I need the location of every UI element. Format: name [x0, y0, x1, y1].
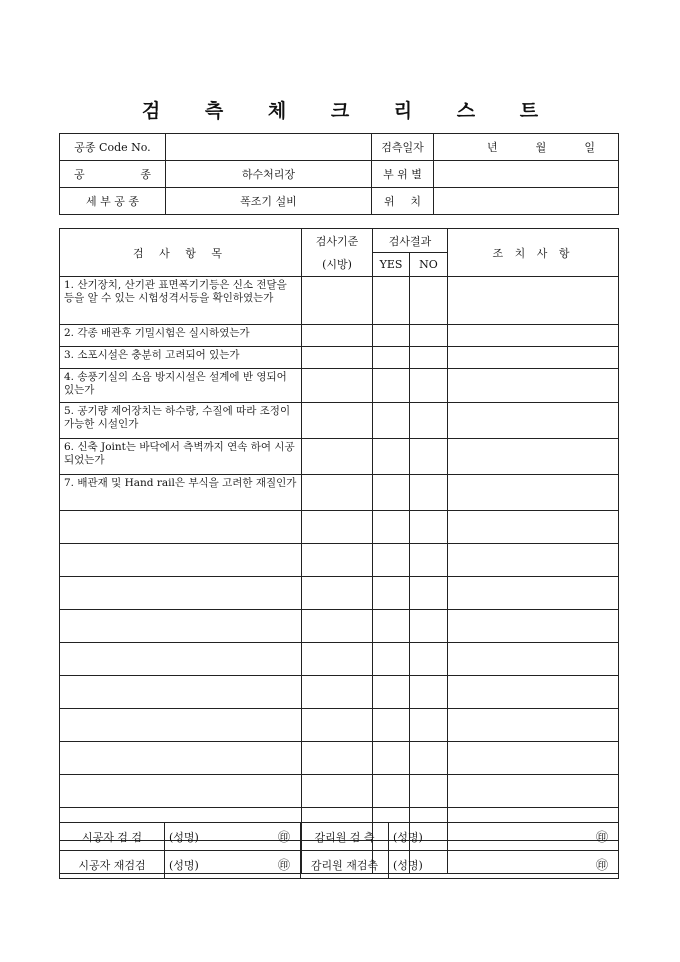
yes-cell[interactable] [373, 643, 410, 676]
checklist-table [59, 228, 619, 874]
no-cell[interactable] [410, 475, 448, 511]
detail-work-value: 폭조기 설비 [166, 188, 372, 215]
part-label: 부 위 별 [372, 161, 434, 188]
table-row [60, 369, 619, 403]
action-cell[interactable] [448, 643, 619, 676]
empty-row [60, 544, 619, 577]
yes-cell[interactable] [373, 511, 410, 544]
signature-row-1 [60, 823, 619, 851]
no-cell[interactable] [410, 439, 448, 475]
standard-cell[interactable] [302, 277, 373, 325]
no-cell[interactable] [410, 325, 448, 347]
location-label: 위 치 [372, 188, 434, 215]
item-cell[interactable] [60, 511, 302, 544]
empty-row [60, 709, 619, 742]
action-cell[interactable] [448, 775, 619, 808]
action-cell[interactable] [448, 511, 619, 544]
item-cell[interactable] [60, 544, 302, 577]
action-cell[interactable] [448, 475, 619, 511]
yes-cell[interactable] [373, 277, 410, 325]
action-cell[interactable] [448, 325, 619, 347]
item-cell[interactable] [60, 610, 302, 643]
supervisor-inspection-name-label: (성명) [389, 823, 479, 851]
action-cell[interactable] [448, 676, 619, 709]
document-title: 검 측 체 크 리 스 트 [141, 100, 558, 122]
no-cell[interactable] [410, 277, 448, 325]
check-item-7: 7. 배관재 및 Hand rail은 부식을 고려한 재질인가 [60, 475, 302, 511]
check-item-2: 2. 각종 배관후 기밀시험은 실시하였는가 [60, 325, 302, 347]
yes-cell[interactable] [373, 610, 410, 643]
standard-cell[interactable] [302, 325, 373, 347]
standard-cell[interactable] [302, 439, 373, 475]
month-label: 월 [535, 141, 547, 154]
contractor-inspection-seal[interactable]: ㊞ [255, 823, 301, 851]
no-cell[interactable] [410, 511, 448, 544]
action-cell[interactable] [448, 742, 619, 775]
item-cell[interactable] [60, 775, 302, 808]
no-cell[interactable] [410, 544, 448, 577]
standard-cell[interactable] [302, 544, 373, 577]
column-action: 조 치 사 항 [448, 229, 619, 277]
table-row [60, 403, 619, 439]
action-cell[interactable] [448, 369, 619, 403]
yes-cell[interactable] [373, 403, 410, 439]
no-cell[interactable] [410, 676, 448, 709]
header-row-work-type [60, 161, 619, 188]
year-label: 년 [487, 141, 498, 154]
action-cell[interactable] [448, 610, 619, 643]
column-standard-sub: (시방) [302, 253, 373, 277]
standard-cell[interactable] [302, 403, 373, 439]
supervisor-reinspection-name-label: (성명) [389, 851, 479, 879]
yes-cell[interactable] [373, 775, 410, 808]
standard-cell[interactable] [302, 742, 373, 775]
column-yes: YES [373, 253, 410, 277]
check-item-6: 6. 신축 Joint는 바닥에서 측벽까지 연속 하여 시공 되었는가 [60, 439, 302, 475]
signature-row-2 [60, 851, 619, 879]
empty-row [60, 742, 619, 775]
column-no: NO [410, 253, 448, 277]
table-row [60, 325, 619, 347]
yes-cell[interactable] [373, 577, 410, 610]
table-row [60, 277, 619, 325]
no-cell[interactable] [410, 709, 448, 742]
standard-cell[interactable] [302, 511, 373, 544]
work-type-label: 공 종 [60, 161, 166, 188]
signature-table [59, 822, 619, 879]
empty-row [60, 511, 619, 544]
action-cell[interactable] [448, 544, 619, 577]
header-table [59, 133, 619, 215]
check-item-3: 3. 소포시설은 충분히 고려되어 있는가 [60, 347, 302, 369]
standard-cell[interactable] [302, 577, 373, 610]
table-row [60, 347, 619, 369]
contractor-reinspection-seal[interactable]: ㊞ [255, 851, 301, 879]
item-cell[interactable] [60, 643, 302, 676]
contractor-reinspection-label: 시공자 재검검 [60, 851, 165, 879]
code-label: 공종 Code No. [60, 134, 166, 161]
yes-cell[interactable] [373, 742, 410, 775]
standard-cell[interactable] [302, 347, 373, 369]
yes-cell[interactable] [373, 676, 410, 709]
table-row [60, 475, 619, 511]
contractor-inspection-label: 시공자 검 검 [60, 823, 165, 851]
empty-row [60, 643, 619, 676]
standard-cell[interactable] [302, 775, 373, 808]
no-cell[interactable] [410, 643, 448, 676]
empty-row [60, 775, 619, 808]
yes-cell[interactable] [373, 369, 410, 403]
standard-cell[interactable] [302, 676, 373, 709]
supervisor-reinspection-seal[interactable]: ㊞ [479, 851, 619, 879]
no-cell[interactable] [410, 369, 448, 403]
yes-cell[interactable] [373, 544, 410, 577]
action-cell[interactable] [448, 277, 619, 325]
inspection-date-field [434, 134, 619, 161]
item-cell[interactable] [60, 676, 302, 709]
empty-row [60, 610, 619, 643]
item-cell[interactable] [60, 709, 302, 742]
no-cell[interactable] [410, 347, 448, 369]
detail-work-label: 세 부 공 종 [60, 188, 166, 215]
standard-cell[interactable] [302, 369, 373, 403]
item-cell[interactable] [60, 577, 302, 610]
column-standard: 검사기준 [302, 229, 373, 253]
action-cell[interactable] [448, 347, 619, 369]
header-row-detail [60, 188, 619, 215]
no-cell[interactable] [410, 742, 448, 775]
standard-cell[interactable] [302, 475, 373, 511]
action-cell[interactable] [448, 577, 619, 610]
code-value [166, 134, 372, 161]
action-cell[interactable] [448, 439, 619, 475]
contractor-inspection-name-label: (성명) [165, 823, 255, 851]
day-label: 일 [584, 141, 595, 154]
inspection-date-label: 검측일자 [372, 134, 434, 161]
table-row [60, 439, 619, 475]
work-type-value: 하수처리장 [166, 161, 372, 188]
contractor-reinspection-name-label: (성명) [165, 851, 255, 879]
action-cell[interactable] [448, 403, 619, 439]
supervisor-reinspection-label: 감리원 재검측 [301, 851, 389, 879]
column-item: 검 사 항 목 [60, 229, 302, 277]
yes-cell[interactable] [373, 475, 410, 511]
check-item-4: 4. 송풍기실의 소음 방지시설은 설계에 반 영되어 있는가 [60, 369, 302, 403]
no-cell[interactable] [410, 403, 448, 439]
supervisor-inspection-seal[interactable]: ㊞ [479, 823, 619, 851]
header-row-code [60, 134, 619, 161]
supervisor-inspection-label: 감리원 검 측 [301, 823, 389, 851]
check-item-5: 5. 공기량 제어장치는 하수량, 수질에 따라 조정이 가능한 시설인가 [60, 403, 302, 439]
item-cell[interactable] [60, 742, 302, 775]
yes-cell[interactable] [373, 347, 410, 369]
standard-cell[interactable] [302, 643, 373, 676]
yes-cell[interactable] [373, 709, 410, 742]
no-cell[interactable] [410, 577, 448, 610]
part-value [434, 161, 619, 188]
no-cell[interactable] [410, 775, 448, 808]
empty-row [60, 577, 619, 610]
location-value [434, 188, 619, 215]
yes-cell[interactable] [373, 439, 410, 475]
standard-cell[interactable] [302, 709, 373, 742]
empty-row [60, 676, 619, 709]
action-cell[interactable] [448, 709, 619, 742]
check-item-1: 1. 산기장치, 산기관 표면폭기기등은 신소 전달을 등을 알 수 있는 시험성격서등을 확인하였는가 [60, 277, 302, 325]
checklist-head-row-1 [60, 229, 619, 253]
column-result: 검사결과 [373, 229, 448, 253]
no-cell[interactable] [410, 610, 448, 643]
yes-cell[interactable] [373, 325, 410, 347]
standard-cell[interactable] [302, 610, 373, 643]
